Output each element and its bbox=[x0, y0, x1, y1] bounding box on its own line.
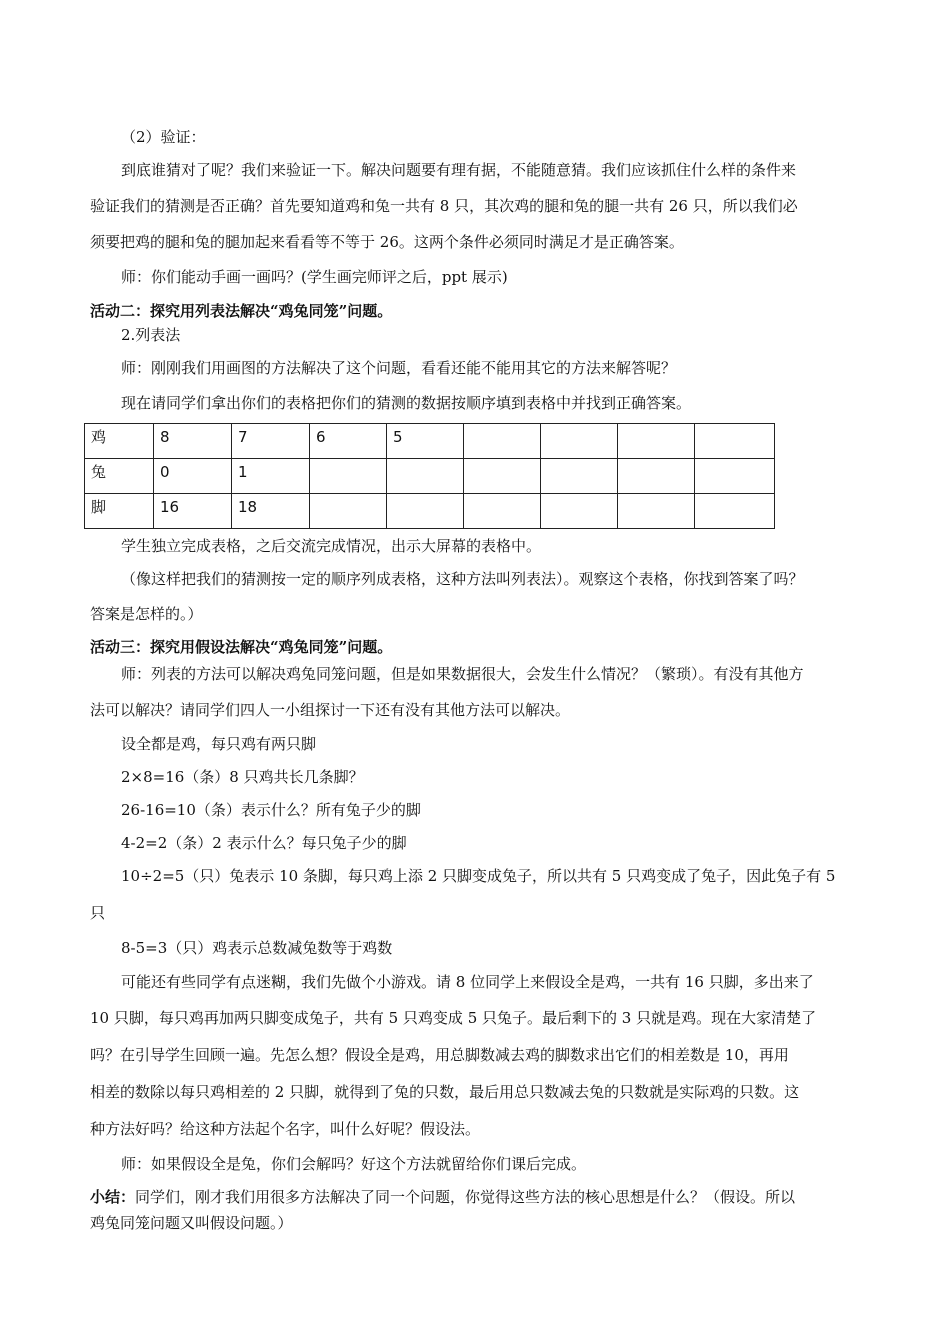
paragraph: 相差的数除以每只鸡相差的 2 只脚，就得到了兔的只数，最后用总只数减去兔的只数就是实际鸡的只数。这 bbox=[90, 1083, 800, 1101]
table-cell bbox=[695, 494, 775, 529]
table-cell bbox=[387, 459, 464, 494]
paragraph: 可能还有些同学有点迷糊，我们先做个小游戏。请 8 位同学上来假设全是鸡，一共有 16 只脚，多出来了 bbox=[121, 973, 814, 991]
paragraph: 只 bbox=[90, 904, 106, 922]
table-cell: 5 bbox=[387, 424, 464, 459]
paragraph: 吗？在引导学生回顾一遍。先怎么想？假设全是鸡，用总脚数减去鸡的脚数求出它们的相差数是 10，再用 bbox=[90, 1046, 789, 1064]
row-header-cell: 鸡 bbox=[85, 424, 154, 459]
row-header-cell: 脚 bbox=[85, 494, 154, 529]
table-cell bbox=[618, 494, 695, 529]
paragraph: 师：列表的方法可以解决鸡兔同笼问题，但是如果数据很大，会发生什么情况？（繁琐）。有没有其他方 bbox=[121, 665, 804, 683]
paragraph: 现在请同学们拿出你们的表格把你们的猜测的数据按顺序填到表格中并找到正确答案。 bbox=[121, 394, 692, 412]
summary-line bbox=[90, 1187, 880, 1207]
paragraph: 验证我们的猜测是否正确？首先要知道鸡和兔一共有 8 只，其次鸡的腿和兔的腿一共有 26 只，所以我们必 bbox=[90, 197, 798, 215]
equation-line: 4-2=2（条）2 表示什么？每只兔子少的脚 bbox=[121, 834, 407, 852]
table-cell: 8 bbox=[154, 424, 232, 459]
table-cell bbox=[541, 459, 618, 494]
table-cell bbox=[310, 459, 387, 494]
table-row bbox=[85, 459, 775, 494]
paragraph: （像这样把我们的猜测按一定的顺序列成表格，这种方法叫列表法）。观察这个表格，你找到答案了吗？ bbox=[121, 570, 804, 588]
table-cell: 0 bbox=[154, 459, 232, 494]
activity-three-heading: 活动三：探究用假设法解决“鸡兔同笼”问题。 bbox=[90, 638, 393, 656]
section-heading-verify: （2）验证： bbox=[121, 128, 206, 146]
table-cell bbox=[618, 424, 695, 459]
paragraph: 答案是怎样的。） bbox=[90, 605, 203, 623]
equation-line: 26-16=10（条）表示什么？所有兔子少的脚 bbox=[121, 801, 421, 819]
guess-table bbox=[84, 423, 775, 529]
summary-text: 同学们，刚才我们用很多方法解决了同一个问题，你觉得这些方法的核心思想是什么？（假设。所以 bbox=[135, 1188, 796, 1206]
table-cell: 18 bbox=[232, 494, 310, 529]
table-cell bbox=[310, 494, 387, 529]
table-cell: 7 bbox=[232, 424, 310, 459]
table-cell: 6 bbox=[310, 424, 387, 459]
paragraph: 师：你们能动手画一画吗？(学生画完师评之后，ppt 展示) bbox=[121, 268, 508, 286]
table-cell bbox=[464, 494, 541, 529]
paragraph: 师：刚刚我们用画图的方法解决了这个问题，看看还能不能用其它的方法来解答呢？ bbox=[121, 359, 677, 377]
table-cell bbox=[464, 459, 541, 494]
paragraph: 法可以解决？请同学们四人一小组探讨一下还有没有其他方法可以解决。 bbox=[90, 701, 571, 719]
method-title: 2.列表法 bbox=[121, 326, 181, 344]
row-header-cell: 兔 bbox=[85, 459, 154, 494]
equation-line: 2×8=16（条）8 只鸡共长几条脚？ bbox=[121, 768, 364, 786]
equation-line: 10÷2=5（只）兔表示 10 条脚，每只鸡上添 2 只脚变成兔子，所以共有 5 只鸡变成了兔子，因此兔子有 5 bbox=[121, 867, 836, 885]
table-row bbox=[85, 494, 775, 529]
paragraph: 种方法好吗？给这种方法起个名字，叫什么好呢？假设法。 bbox=[90, 1120, 481, 1138]
summary-label: 小结： bbox=[90, 1188, 136, 1206]
table-cell bbox=[387, 494, 464, 529]
table-cell: 16 bbox=[154, 494, 232, 529]
activity-two-heading: 活动二：探究用列表法解决“鸡兔同笼”问题。 bbox=[90, 302, 393, 320]
paragraph: 师：如果假设全是兔，你们会解吗？好这个方法就留给你们课后完成。 bbox=[121, 1155, 587, 1173]
table-cell bbox=[541, 424, 618, 459]
table-cell bbox=[695, 459, 775, 494]
table-cell bbox=[618, 459, 695, 494]
paragraph: 须要把鸡的腿和兔的腿加起来看看等不等于 26。这两个条件必须同时满足才是正确答案。 bbox=[90, 233, 684, 251]
table-cell bbox=[464, 424, 541, 459]
table-cell bbox=[695, 424, 775, 459]
paragraph: 学生独立完成表格，之后交流完成情况，出示大屏幕的表格中。 bbox=[121, 537, 542, 555]
paragraph: 设全都是鸡，每只鸡有两只脚 bbox=[121, 735, 317, 753]
paragraph: 10 只脚，每只鸡再加两只脚变成兔子，共有 5 只鸡变成 5 只兔子。最后剩下的 3 只就是鸡。现在大家清楚了 bbox=[90, 1009, 817, 1027]
table-row bbox=[85, 424, 775, 459]
table-cell bbox=[541, 494, 618, 529]
paragraph: 到底谁猜对了呢？我们来验证一下。解决问题要有理有据，不能随意猜。我们应该抓住什么样的条件来 bbox=[121, 161, 797, 179]
equation-line: 8-5=3（只）鸡表示总数减兔数等于鸡数 bbox=[121, 939, 393, 957]
paragraph: 鸡兔同笼问题又叫假设问题。） bbox=[90, 1214, 293, 1232]
table-cell: 1 bbox=[232, 459, 310, 494]
